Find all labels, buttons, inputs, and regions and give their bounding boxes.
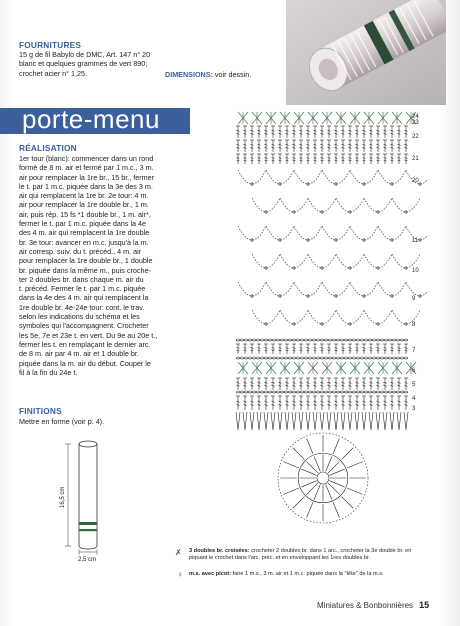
realisation-line: 1er tour (blanc): commencer dans un rond [19,154,154,163]
realisation-line: symboles qui l'accompagnent. Crocheter [19,321,149,331]
base-spike-row [236,412,408,430]
legend-item-text: crocheter 2 doubles br. dans 1 arc., crocheter la 3e double br. en piquant le crochet dans l'arc. préc. et en enveloppant les 1res doubles br. [189,548,412,561]
product-photo [286,0,446,105]
row-number: 21 [412,156,419,162]
realisation-line: br. piquée dans la même m., puis croche- [19,265,151,275]
realisation-title: RÉALISATION [19,143,77,153]
picot-icon: ♀ [177,570,183,579]
realisation-line: pour remplacer la 1re double br., 1 double [19,256,153,266]
chain-row [236,357,407,359]
realisation-line: dans la 4e des 4 m. air qui remplacent la [19,293,149,303]
realisation-line: de 8 m. air par 4 m. air et 1 double br. [19,349,139,359]
row-number: 22 [412,134,419,140]
chain-row [236,339,407,341]
fournitures-line: crochet acier n° 1,25. [19,68,87,78]
realisation-line: air qui remplacent la 1re br. 2e tour: 4 m. [19,191,149,201]
fournitures-title: FOURNITURES [19,40,82,50]
realisation-line: fermer le t. par 1 m.c. piquée dans la 4e [19,219,147,229]
tube-height-label: 16,5 cm [60,486,66,508]
footer-text: Miniatures & Bonbonnières [317,601,414,610]
round-base-motif [278,433,368,523]
realisation-line: air pour remplacer la 1re double br., 1 m. [19,200,149,210]
dimensions-label: DIMENSIONS: [165,70,213,79]
arc-row [238,170,428,185]
row-number: 3 [412,406,416,412]
crochet-chart [228,108,428,538]
realisation-line: selon les indications du schéma et les [19,312,140,322]
arc-row [252,254,420,269]
stitch-row [236,126,408,138]
row-number: 8 [412,322,416,328]
fournitures-line: blanc et quelques grammes de vert 890; [19,59,148,69]
arc-row [252,310,420,325]
fournitures-text [19,50,169,78]
realisation-line: des 4 m. air qui remplacent la 1re double [19,228,150,238]
arc-row [238,226,428,241]
row-number: 20 [412,178,419,184]
stitch-row [236,154,408,164]
crossed-row [238,112,416,124]
realisation-line: piquée dans la m. air du début. Couper le [19,358,151,368]
row-number: 9 [412,296,416,302]
chain-row [236,391,407,393]
tube-width-label: 2,5 cm [78,557,97,563]
realisation-line: air corresp. suiv. du t. précéd., 4 m. air [19,246,142,256]
legend-item-bold: 3 doubles br. croisées: [189,548,250,554]
cross-double-treble-icon: ✗ [175,548,182,557]
realisation-line: air, puis rép. 15 fs *1 double br., 1 m. air*, [19,209,151,219]
realisation-line: le t. par 1 m.c. piquée dans la 3e des 3 m. [19,181,153,191]
realisation-line: formé de 8 m. air et fermé par 1 m.c., 3 m. [19,163,154,173]
row-number: 11 [412,238,419,244]
arc-row [238,282,428,297]
row-number: 7 [412,348,416,354]
page-number: 15 [419,600,430,610]
fournitures-line: 15 g de fil Babylo de DMC, Art. 147 n° 20 [19,50,151,59]
dimensions-line [165,70,251,79]
page-footer [317,600,429,610]
row-number: 10 [412,268,419,274]
arc-row [252,198,420,213]
stitch-row [236,344,408,354]
crossed-row [238,362,416,374]
row-number: 4 [412,396,416,402]
realisation-line: les 5e, 7e et 23e t. en vert. Du 9e au 20e t., [19,330,158,340]
realisation-line: t. précéd. Fermer le t. par 1 m.c. piquée [19,284,146,294]
legend-item-crossed [189,548,429,562]
legend-item-text: faire 1 m.s., 3 m. air et 1 m.c. piquée dans la "tête" de la m.s. [232,571,384,577]
realisation-text [19,154,185,377]
dimensions-text: voir dessin. [214,70,252,79]
finitions-title: FINITIONS [19,406,62,416]
stitch-row [236,140,408,152]
realisation-line: fil à la fin du 24e t. [19,367,78,377]
stitch-row [236,396,408,410]
legend-item-picot [189,571,429,578]
realisation-line: 1re double br. 4e-24e tour: cont. le trav. [19,302,145,312]
row-number: 6 [412,368,416,374]
realisation-line: ter 2 doubles br. dans chaque m. air du [19,274,144,284]
stitch-row [236,378,408,390]
row-number: 24 [412,114,419,120]
finitions-text: Mettre en forme (voir p. 4). [19,417,105,426]
page-title: porte-menu [22,104,160,134]
tube-dimension-drawing [40,438,120,568]
row-number: 5 [412,382,416,388]
realisation-line: br. 3e tour: avancer en m.c. jusqu'à la m. [19,237,149,247]
legend-item-bold: m.s. avec picot: [189,571,231,577]
row-number: 23 [412,120,419,126]
realisation-line: fermer les t. en remplaçant le dernier arc. [19,339,151,349]
realisation-line: air pour remplacer la 1re br., 15 br., fermer [19,172,155,182]
